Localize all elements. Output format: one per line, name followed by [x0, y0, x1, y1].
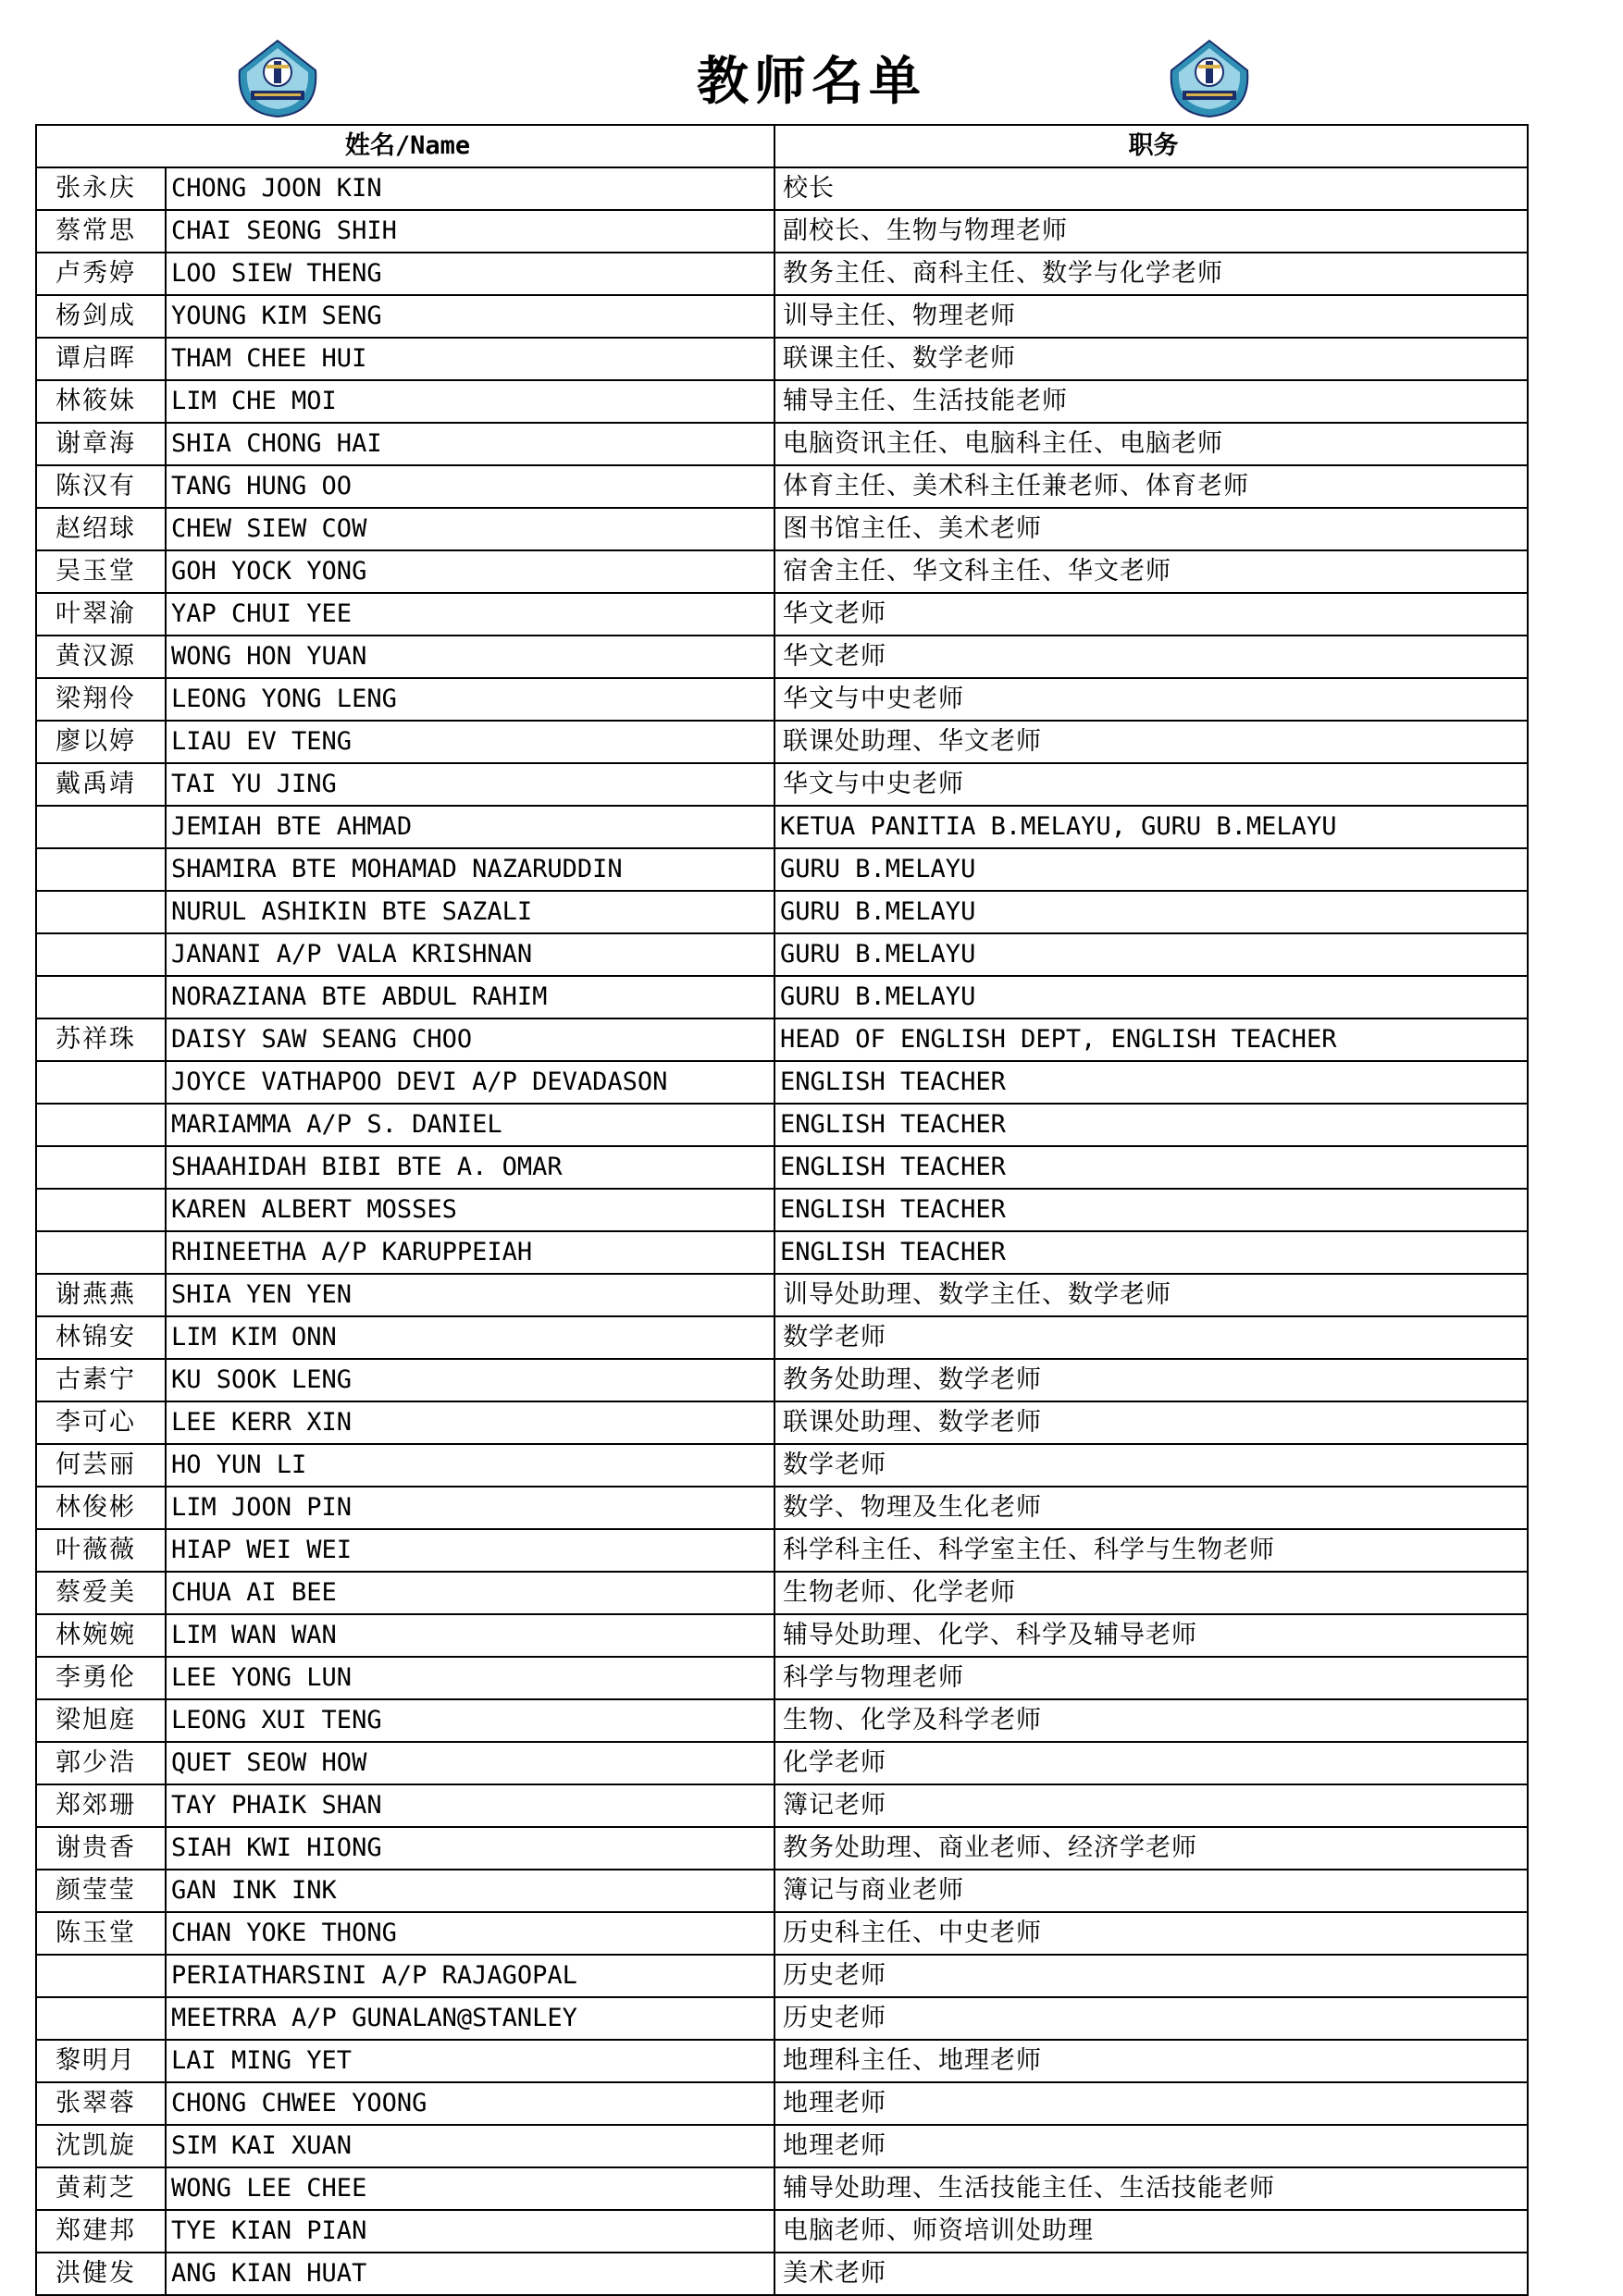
table-row	[36, 338, 1528, 380]
header-role: 职务	[774, 125, 1528, 167]
cell-chinese-name	[36, 933, 166, 976]
cell-role: 地理老师	[774, 2125, 1528, 2167]
table-header-row	[36, 125, 1528, 167]
cell-role: 数学老师	[774, 1316, 1528, 1359]
table-row	[36, 2167, 1528, 2210]
table-row	[36, 1231, 1528, 1274]
cell-role: 生物老师、化学老师	[774, 1572, 1528, 1614]
cell-chinese-name	[36, 1146, 166, 1189]
cell-chinese-name: 谢贵香	[36, 1827, 166, 1870]
cell-english-name: NURUL ASHIKIN BTE SAZALI	[166, 891, 774, 933]
cell-role: GURU B.MELAYU	[774, 848, 1528, 891]
cell-role: 训导处助理、数学主任、数学老师	[774, 1274, 1528, 1316]
cell-english-name: WONG LEE CHEE	[166, 2167, 774, 2210]
table-body	[36, 167, 1528, 2295]
cell-chinese-name: 黎明月	[36, 2040, 166, 2082]
cell-english-name: CHAI SEONG SHIH	[166, 210, 774, 253]
cell-role: GURU B.MELAYU	[774, 933, 1528, 976]
table-row	[36, 1955, 1528, 1997]
cell-role: ENGLISH TEACHER	[774, 1189, 1528, 1231]
table-row	[36, 1657, 1528, 1699]
cell-chinese-name	[36, 806, 166, 848]
table-row	[36, 1316, 1528, 1359]
cell-chinese-name: 吴玉堂	[36, 550, 166, 593]
cell-role: 教务处助理、商业老师、经济学老师	[774, 1827, 1528, 1870]
table-row	[36, 1572, 1528, 1614]
cell-chinese-name	[36, 1231, 166, 1274]
cell-role: GURU B.MELAYU	[774, 891, 1528, 933]
cell-english-name: SHIA YEN YEN	[166, 1274, 774, 1316]
cell-chinese-name: 杨剑成	[36, 295, 166, 338]
cell-english-name: LEE KERR XIN	[166, 1401, 774, 1444]
cell-chinese-name	[36, 848, 166, 891]
table-row	[36, 1827, 1528, 1870]
page-title: 教师名单	[697, 51, 926, 112]
table-row	[36, 380, 1528, 423]
cell-english-name: LIM KIM ONN	[166, 1316, 774, 1359]
cell-chinese-name: 叶翠渝	[36, 593, 166, 636]
cell-chinese-name: 黄莉芝	[36, 2167, 166, 2210]
cell-role: 地理科主任、地理老师	[774, 2040, 1528, 2082]
table-row	[36, 1018, 1528, 1061]
table-row	[36, 253, 1528, 295]
cell-english-name: TYE KIAN PIAN	[166, 2210, 774, 2253]
table-row	[36, 1529, 1528, 1572]
cell-english-name: KU SOOK LENG	[166, 1359, 774, 1401]
table-row	[36, 508, 1528, 550]
cell-chinese-name: 戴禹靖	[36, 763, 166, 806]
cell-english-name: TAY PHAIK SHAN	[166, 1784, 774, 1827]
cell-english-name: DAISY SAW SEANG CHOO	[166, 1018, 774, 1061]
cell-english-name: GOH YOCK YONG	[166, 550, 774, 593]
cell-chinese-name: 郑建邦	[36, 2210, 166, 2253]
cell-chinese-name: 蔡爱美	[36, 1572, 166, 1614]
cell-english-name: HIAP WEI WEI	[166, 1529, 774, 1572]
table-row	[36, 1742, 1528, 1784]
cell-english-name: THAM CHEE HUI	[166, 338, 774, 380]
cell-role: 训导主任、物理老师	[774, 295, 1528, 338]
cell-english-name: SIM KAI XUAN	[166, 2125, 774, 2167]
table-row	[36, 1189, 1528, 1231]
cell-role: ENGLISH TEACHER	[774, 1231, 1528, 1274]
cell-chinese-name: 林婉婉	[36, 1614, 166, 1657]
cell-role: 教务主任、商科主任、数学与化学老师	[774, 253, 1528, 295]
cell-chinese-name: 沈凯旋	[36, 2125, 166, 2167]
cell-chinese-name	[36, 1189, 166, 1231]
cell-english-name: PERIATHARSINI A/P RAJAGOPAL	[166, 1955, 774, 1997]
table-row	[36, 295, 1528, 338]
table-row	[36, 1699, 1528, 1742]
table-row	[36, 167, 1528, 210]
cell-chinese-name: 陈玉堂	[36, 1912, 166, 1955]
cell-role: 联课处助理、数学老师	[774, 1401, 1528, 1444]
cell-role: 地理老师	[774, 2082, 1528, 2125]
cell-role: 华文与中史老师	[774, 763, 1528, 806]
cell-role: 簿记老师	[774, 1784, 1528, 1827]
cell-role: 历史老师	[774, 1955, 1528, 1997]
cell-role: 化学老师	[774, 1742, 1528, 1784]
cell-english-name: LEONG XUI TENG	[166, 1699, 774, 1742]
cell-chinese-name: 廖以婷	[36, 721, 166, 763]
table-row	[36, 465, 1528, 508]
cell-english-name: CHAN YOKE THONG	[166, 1912, 774, 1955]
table-row	[36, 933, 1528, 976]
cell-role: 华文与中史老师	[774, 678, 1528, 721]
cell-role: ENGLISH TEACHER	[774, 1104, 1528, 1146]
cell-chinese-name: 林筱妹	[36, 380, 166, 423]
cell-english-name: ANG KIAN HUAT	[166, 2253, 774, 2295]
table-row	[36, 423, 1528, 465]
cell-chinese-name: 谭启晖	[36, 338, 166, 380]
cell-role: HEAD OF ENGLISH DEPT, ENGLISH TEACHER	[774, 1018, 1528, 1061]
cell-role: 生物、化学及科学老师	[774, 1699, 1528, 1742]
cell-role: ENGLISH TEACHER	[774, 1146, 1528, 1189]
cell-role: 体育主任、美术科主任兼老师、体育老师	[774, 465, 1528, 508]
cell-role: 联课处助理、华文老师	[774, 721, 1528, 763]
cell-role: 辅导处助理、生活技能主任、生活技能老师	[774, 2167, 1528, 2210]
cell-english-name: LIM JOON PIN	[166, 1487, 774, 1529]
cell-role: 电脑资讯主任、电脑科主任、电脑老师	[774, 423, 1528, 465]
cell-chinese-name: 张永庆	[36, 167, 166, 210]
cell-english-name: LOO SIEW THENG	[166, 253, 774, 295]
cell-english-name: YOUNG KIM SENG	[166, 295, 774, 338]
table-row	[36, 1401, 1528, 1444]
cell-english-name: LIM WAN WAN	[166, 1614, 774, 1657]
table-row	[36, 721, 1528, 763]
table-row	[36, 636, 1528, 678]
table-row	[36, 1997, 1528, 2040]
teacher-table	[35, 124, 1529, 2296]
cell-chinese-name: 谢章海	[36, 423, 166, 465]
cell-chinese-name: 叶薇薇	[36, 1529, 166, 1572]
cell-english-name: TANG HUNG OO	[166, 465, 774, 508]
table-row	[36, 806, 1528, 848]
cell-role: 电脑老师、师资培训处助理	[774, 2210, 1528, 2253]
cell-chinese-name: 林俊彬	[36, 1487, 166, 1529]
cell-english-name: GAN INK INK	[166, 1870, 774, 1912]
cell-role: 辅导主任、生活技能老师	[774, 380, 1528, 423]
table-row	[36, 210, 1528, 253]
cell-role: 联课主任、数学老师	[774, 338, 1528, 380]
cell-chinese-name: 赵绍球	[36, 508, 166, 550]
cell-role: 校长	[774, 167, 1528, 210]
cell-english-name: CHONG CHWEE YOONG	[166, 2082, 774, 2125]
table-row	[36, 1614, 1528, 1657]
cell-chinese-name: 谢燕燕	[36, 1274, 166, 1316]
cell-chinese-name: 梁旭庭	[36, 1699, 166, 1742]
cell-chinese-name: 黄汉源	[36, 636, 166, 678]
cell-english-name: YAP CHUI YEE	[166, 593, 774, 636]
cell-english-name: LAI MING YET	[166, 2040, 774, 2082]
cell-chinese-name	[36, 1104, 166, 1146]
cell-english-name: CHUA AI BEE	[166, 1572, 774, 1614]
table-row	[36, 1359, 1528, 1401]
cell-chinese-name: 林锦安	[36, 1316, 166, 1359]
cell-english-name: LIAU EV TENG	[166, 721, 774, 763]
cell-role: 簿记与商业老师	[774, 1870, 1528, 1912]
table-row	[36, 593, 1528, 636]
cell-english-name: JANANI A/P VALA KRISHNAN	[166, 933, 774, 976]
cell-role: 宿舍主任、华文科主任、华文老师	[774, 550, 1528, 593]
cell-chinese-name: 梁翔伶	[36, 678, 166, 721]
cell-english-name: JOYCE VATHAPOO DEVI A/P DEVADASON	[166, 1061, 774, 1104]
cell-role: 华文老师	[774, 636, 1528, 678]
cell-chinese-name	[36, 976, 166, 1018]
table-row	[36, 1274, 1528, 1316]
page-header	[0, 0, 1623, 124]
cell-chinese-name: 张翠蓉	[36, 2082, 166, 2125]
table-row	[36, 1870, 1528, 1912]
table-row	[36, 678, 1528, 721]
cell-english-name: TAI YU JING	[166, 763, 774, 806]
cell-chinese-name	[36, 891, 166, 933]
table-row	[36, 891, 1528, 933]
cell-chinese-name: 郭少浩	[36, 1742, 166, 1784]
cell-english-name: JEMIAH BTE AHMAD	[166, 806, 774, 848]
table-row	[36, 1487, 1528, 1529]
cell-role: 副校长、生物与物理老师	[774, 210, 1528, 253]
cell-chinese-name: 陈汉有	[36, 465, 166, 508]
cell-english-name: SIAH KWI HIONG	[166, 1827, 774, 1870]
cell-english-name: HO YUN LI	[166, 1444, 774, 1487]
table-row	[36, 1146, 1528, 1189]
cell-role: 数学、物理及生化老师	[774, 1487, 1528, 1529]
table-row	[36, 2040, 1528, 2082]
cell-role: KETUA PANITIA B.MELAYU, GURU B.MELAYU	[774, 806, 1528, 848]
table-row	[36, 1444, 1528, 1487]
cell-role: 图书馆主任、美术老师	[774, 508, 1528, 550]
table-row	[36, 2210, 1528, 2253]
cell-role: 历史老师	[774, 1997, 1528, 2040]
cell-role: 科学与物理老师	[774, 1657, 1528, 1699]
cell-chinese-name: 郑郊珊	[36, 1784, 166, 1827]
table-row	[36, 763, 1528, 806]
cell-english-name: RHINEETHA A/P KARUPPEIAH	[166, 1231, 774, 1274]
cell-english-name: CHEW SIEW COW	[166, 508, 774, 550]
table-row	[36, 1061, 1528, 1104]
cell-english-name: LEE YONG LUN	[166, 1657, 774, 1699]
header-name: 姓名/Name	[36, 125, 774, 167]
cell-english-name: KAREN ALBERT MOSSES	[166, 1189, 774, 1231]
table-row	[36, 976, 1528, 1018]
cell-role: 历史科主任、中史老师	[774, 1912, 1528, 1955]
cell-role: GURU B.MELAYU	[774, 976, 1528, 1018]
table-row	[36, 2125, 1528, 2167]
cell-chinese-name: 苏祥珠	[36, 1018, 166, 1061]
cell-role: 科学科主任、科学室主任、科学与生物老师	[774, 1529, 1528, 1572]
cell-role: 数学老师	[774, 1444, 1528, 1487]
cell-chinese-name: 李可心	[36, 1401, 166, 1444]
table-row	[36, 1912, 1528, 1955]
table-row	[36, 550, 1528, 593]
cell-role: 教务处助理、数学老师	[774, 1359, 1528, 1401]
cell-chinese-name	[36, 1061, 166, 1104]
cell-chinese-name: 古素宁	[36, 1359, 166, 1401]
table-row	[36, 1784, 1528, 1827]
cell-role: 辅导处助理、化学、科学及辅导老师	[774, 1614, 1528, 1657]
table-row	[36, 848, 1528, 891]
cell-english-name: QUET SEOW HOW	[166, 1742, 774, 1784]
cell-chinese-name: 何芸丽	[36, 1444, 166, 1487]
cell-english-name: CHONG JOON KIN	[166, 167, 774, 210]
cell-role: ENGLISH TEACHER	[774, 1061, 1528, 1104]
cell-chinese-name: 颜莹莹	[36, 1870, 166, 1912]
cell-english-name: MARIAMMA A/P S. DANIEL	[166, 1104, 774, 1146]
table-row	[36, 2082, 1528, 2125]
cell-english-name: WONG HON YUAN	[166, 636, 774, 678]
cell-english-name: SHAAHIDAH BIBI BTE A. OMAR	[166, 1146, 774, 1189]
cell-chinese-name: 李勇伦	[36, 1657, 166, 1699]
cell-english-name: SHAMIRA BTE MOHAMAD NAZARUDDIN	[166, 848, 774, 891]
cell-role: 美术老师	[774, 2253, 1528, 2295]
cell-chinese-name	[36, 1955, 166, 1997]
cell-chinese-name: 卢秀婷	[36, 253, 166, 295]
cell-chinese-name: 洪健发	[36, 2253, 166, 2295]
cell-english-name: SHIA CHONG HAI	[166, 423, 774, 465]
cell-english-name: LIM CHE MOI	[166, 380, 774, 423]
table-row	[36, 1104, 1528, 1146]
cell-chinese-name	[36, 1997, 166, 2040]
cell-english-name: NORAZIANA BTE ABDUL RAHIM	[166, 976, 774, 1018]
cell-english-name: MEETRRA A/P GUNALAN@STANLEY	[166, 1997, 774, 2040]
cell-chinese-name: 蔡常思	[36, 210, 166, 253]
cell-role: 华文老师	[774, 593, 1528, 636]
school-crest-icon	[1168, 39, 1251, 118]
table-row	[36, 2253, 1528, 2295]
cell-english-name: LEONG YONG LENG	[166, 678, 774, 721]
